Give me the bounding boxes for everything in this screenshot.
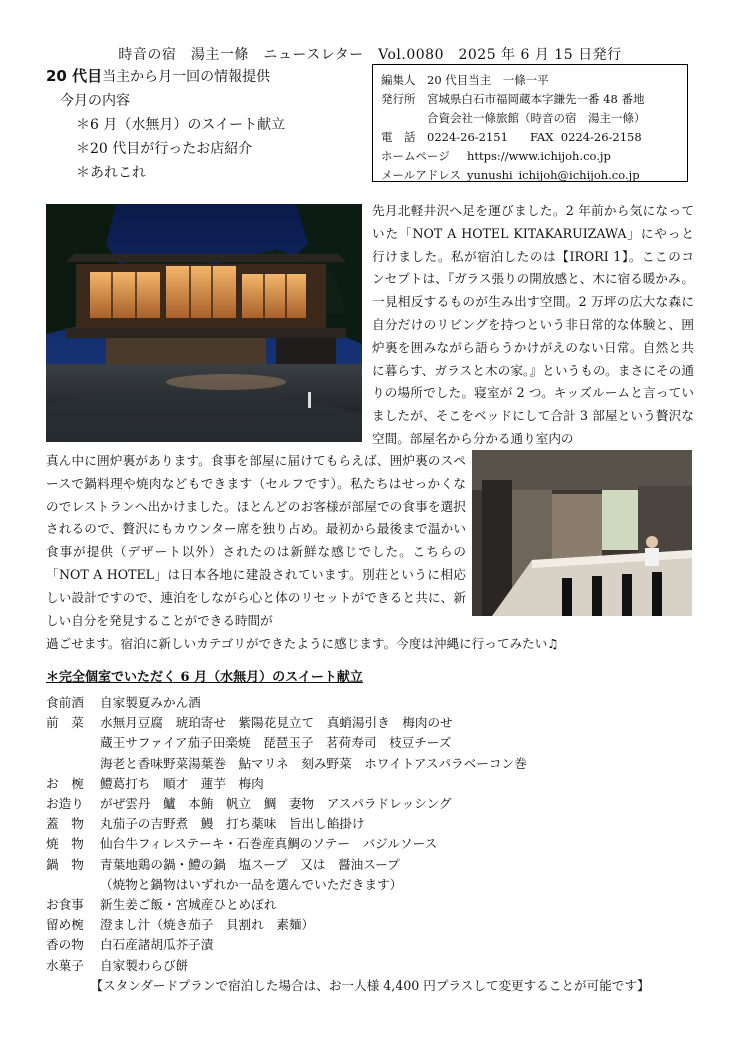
menu-course-label: お 椀: [46, 775, 84, 791]
menu-row: [46, 713, 706, 733]
menu-course-label: お造り: [46, 796, 84, 812]
menu-course-label: 水菓子: [46, 957, 84, 973]
tel-value: 0224-26-2151: [427, 130, 508, 144]
menu-course-label: 食前酒: [46, 695, 84, 710]
menu-row: [46, 855, 706, 875]
menu-row: [46, 814, 706, 834]
menu-course-content: （焼物と鍋物はいずれか一品を選んでいただきます）: [100, 876, 403, 892]
menu-row: [46, 895, 706, 915]
menu-course-label: お食事: [46, 897, 84, 913]
publisher-label: 発行所: [381, 92, 416, 106]
email-link[interactable]: yunushi_ichijoh@ichijoh.co.jp: [467, 168, 640, 182]
tel-label: 電 話: [381, 130, 416, 144]
email-label: メールアドレス: [381, 168, 461, 182]
menu-row: [46, 875, 706, 895]
menu-row: [46, 733, 706, 753]
fax-value: 0224-26-2158: [560, 130, 642, 144]
menu-course-content: がぜ雲丹 鱸 本鮪 帆立 鯛 妻物 アスパラドレッシング: [100, 796, 452, 812]
intro-section: [46, 64, 366, 185]
contents-item: ＊20 代目が行ったお店紹介: [76, 141, 253, 157]
menu-course-content: 仙台牛フィレステーキ・石巻産真鯛のソテー バジルソース: [100, 836, 438, 852]
menu-course-label: 焼 物: [46, 836, 84, 852]
menu-course-label: 香の物: [46, 937, 84, 953]
intro-lead-line: [46, 64, 366, 89]
menu-course-label: 留め椀: [46, 917, 84, 933]
generation-label: 20 代目: [46, 67, 103, 85]
editor-value: 20 代目当主 一條一平: [427, 73, 549, 87]
menu-course-content: 水無月豆腐 琥珀寄せ 紫陽花見立て 真蛸湯引き 梅肉のせ: [100, 715, 453, 731]
menu-row: [46, 915, 706, 935]
menu-row: [46, 935, 706, 955]
menu-course-content: 蔵王サファイア茄子田楽焼 琵琶玉子 茗荷寿司 枝豆チーズ: [100, 735, 452, 751]
menu-course-label: 前 菜: [46, 715, 84, 731]
editor-label: 編集人: [381, 73, 416, 87]
menu-row: [46, 693, 706, 713]
company-value: 合資会社一條旅館（時音の宿 湯主一條）: [427, 111, 646, 125]
restaurant-counter-photo: [472, 450, 692, 616]
menu-row: [46, 754, 706, 774]
menu-course-content: 鱧葛打ち 順才 蓮芋 梅肉: [100, 775, 264, 791]
homepage-link[interactable]: https://www.ichijoh.co.jp: [467, 149, 611, 163]
menu-course-content: 海老と香味野菜湯葉巻 鮎マリネ 刻み野菜 ホワイトアスパラベーコン巻: [100, 755, 527, 771]
contents-item: ＊あれこれ: [76, 165, 146, 181]
article-paragraph-3: 過ごせます。宿泊に新しいカテゴリができたように感じます。今度は沖縄に行ってみたい♫: [46, 636, 559, 651]
publisher-info-box: [372, 64, 688, 182]
newsletter-header: 時音の宿 湯主一條 ニュースレター Vol.0080 2025 年 6 月 15 日発行: [118, 47, 622, 63]
menu-course-content: 白石産諸胡瓜芥子漬: [100, 937, 214, 953]
menu-course-content: 自家製夏みかん酒: [100, 695, 201, 710]
menu-row: [46, 774, 706, 794]
menu-course-content: 丸茄子の吉野煮 鰻 打ち薬味 旨出し餡掛け: [100, 816, 365, 832]
intro-lead: 当主から月一回の情報提供: [102, 69, 271, 85]
article-paragraph-1: 先月北軽井沢へ足を運びました。2 年前から気になっていた「NOT A HOTEL KITAKARUIZAWA」にやっと行けました。私が宿泊したのは【IRORI 1】。ここのコンセプトは、『ガラス張りの開放感と、木に宿る暖かみ。一見相反するものが生み出す空間。2 万坪の広大な森に自分だけのリビングを持つという非日常的な体験と、囲炉裏を囲みながら語らうかけがえのない日常。自然と共に暮らす、ガラスと木の家。』というもの。まさにその通りの場所でした。寝室が 2 つ。キッズルームと言っていましたが、そこをベッドにして合計 3 部屋という贅沢な空間。部屋名から分かる通り室内の: [372, 203, 694, 446]
menu-course-content: 新生姜ご飯・宮城産ひとめぼれ: [100, 897, 277, 913]
menu-course-content: 自家製わらび餅: [100, 957, 189, 973]
hotel-exterior-photo: [46, 204, 362, 442]
address-value: 宮城県白石市福岡蔵本字鎌先一番 48 番地: [427, 92, 645, 106]
menu-course-content: 青葉地鶏の鍋・鱧の鍋 塩スープ 又は 醤油スープ: [100, 856, 400, 872]
fax-label: FAX: [529, 130, 554, 144]
plan-upgrade-note: 【スタンダードプランで宿泊した場合は、お一人様 4,400 円プラスして変更することが可能です】: [90, 978, 650, 993]
menu-row: [46, 794, 706, 814]
menu-row: [46, 956, 706, 976]
contents-heading: 今月の内容: [60, 93, 130, 109]
homepage-label: ホームページ: [381, 149, 450, 163]
menu-course-content: 澄まし汁（焼き茄子 貝割れ 素麺）: [100, 917, 315, 933]
article-paragraph-2: 真ん中に囲炉裏があります。食事を部屋に届けてもらえば、囲炉裏のスペースで鍋料理や焼肉などもできます（セルフです）。私たちはせっかくなのでレストランへ出かけました。ほとんどのお客様が部屋での食事を選択されるので、贅沢にもカウンター席を独り占め。最初から最後まで温かい食事が提供（デザート以外）されたのは新鮮な感じでした。こちらの「NOT A HOTEL」は日本各地に建設されています。別荘というに相応しい設計ですので、連泊をしながら心と体のリセットができると共に、新しい自分を発見することができる時間が: [46, 453, 466, 628]
suite-menu: [46, 693, 706, 976]
menu-course-label: 鍋 物: [46, 856, 84, 872]
menu-title: ＊完全個室でいただく 6 月（水無月）のスイート献立: [46, 670, 363, 685]
contents-item: ＊6 月（水無月）のスイート献立: [76, 117, 286, 133]
menu-course-label: 蓋 物: [46, 816, 84, 832]
menu-row: [46, 834, 706, 854]
